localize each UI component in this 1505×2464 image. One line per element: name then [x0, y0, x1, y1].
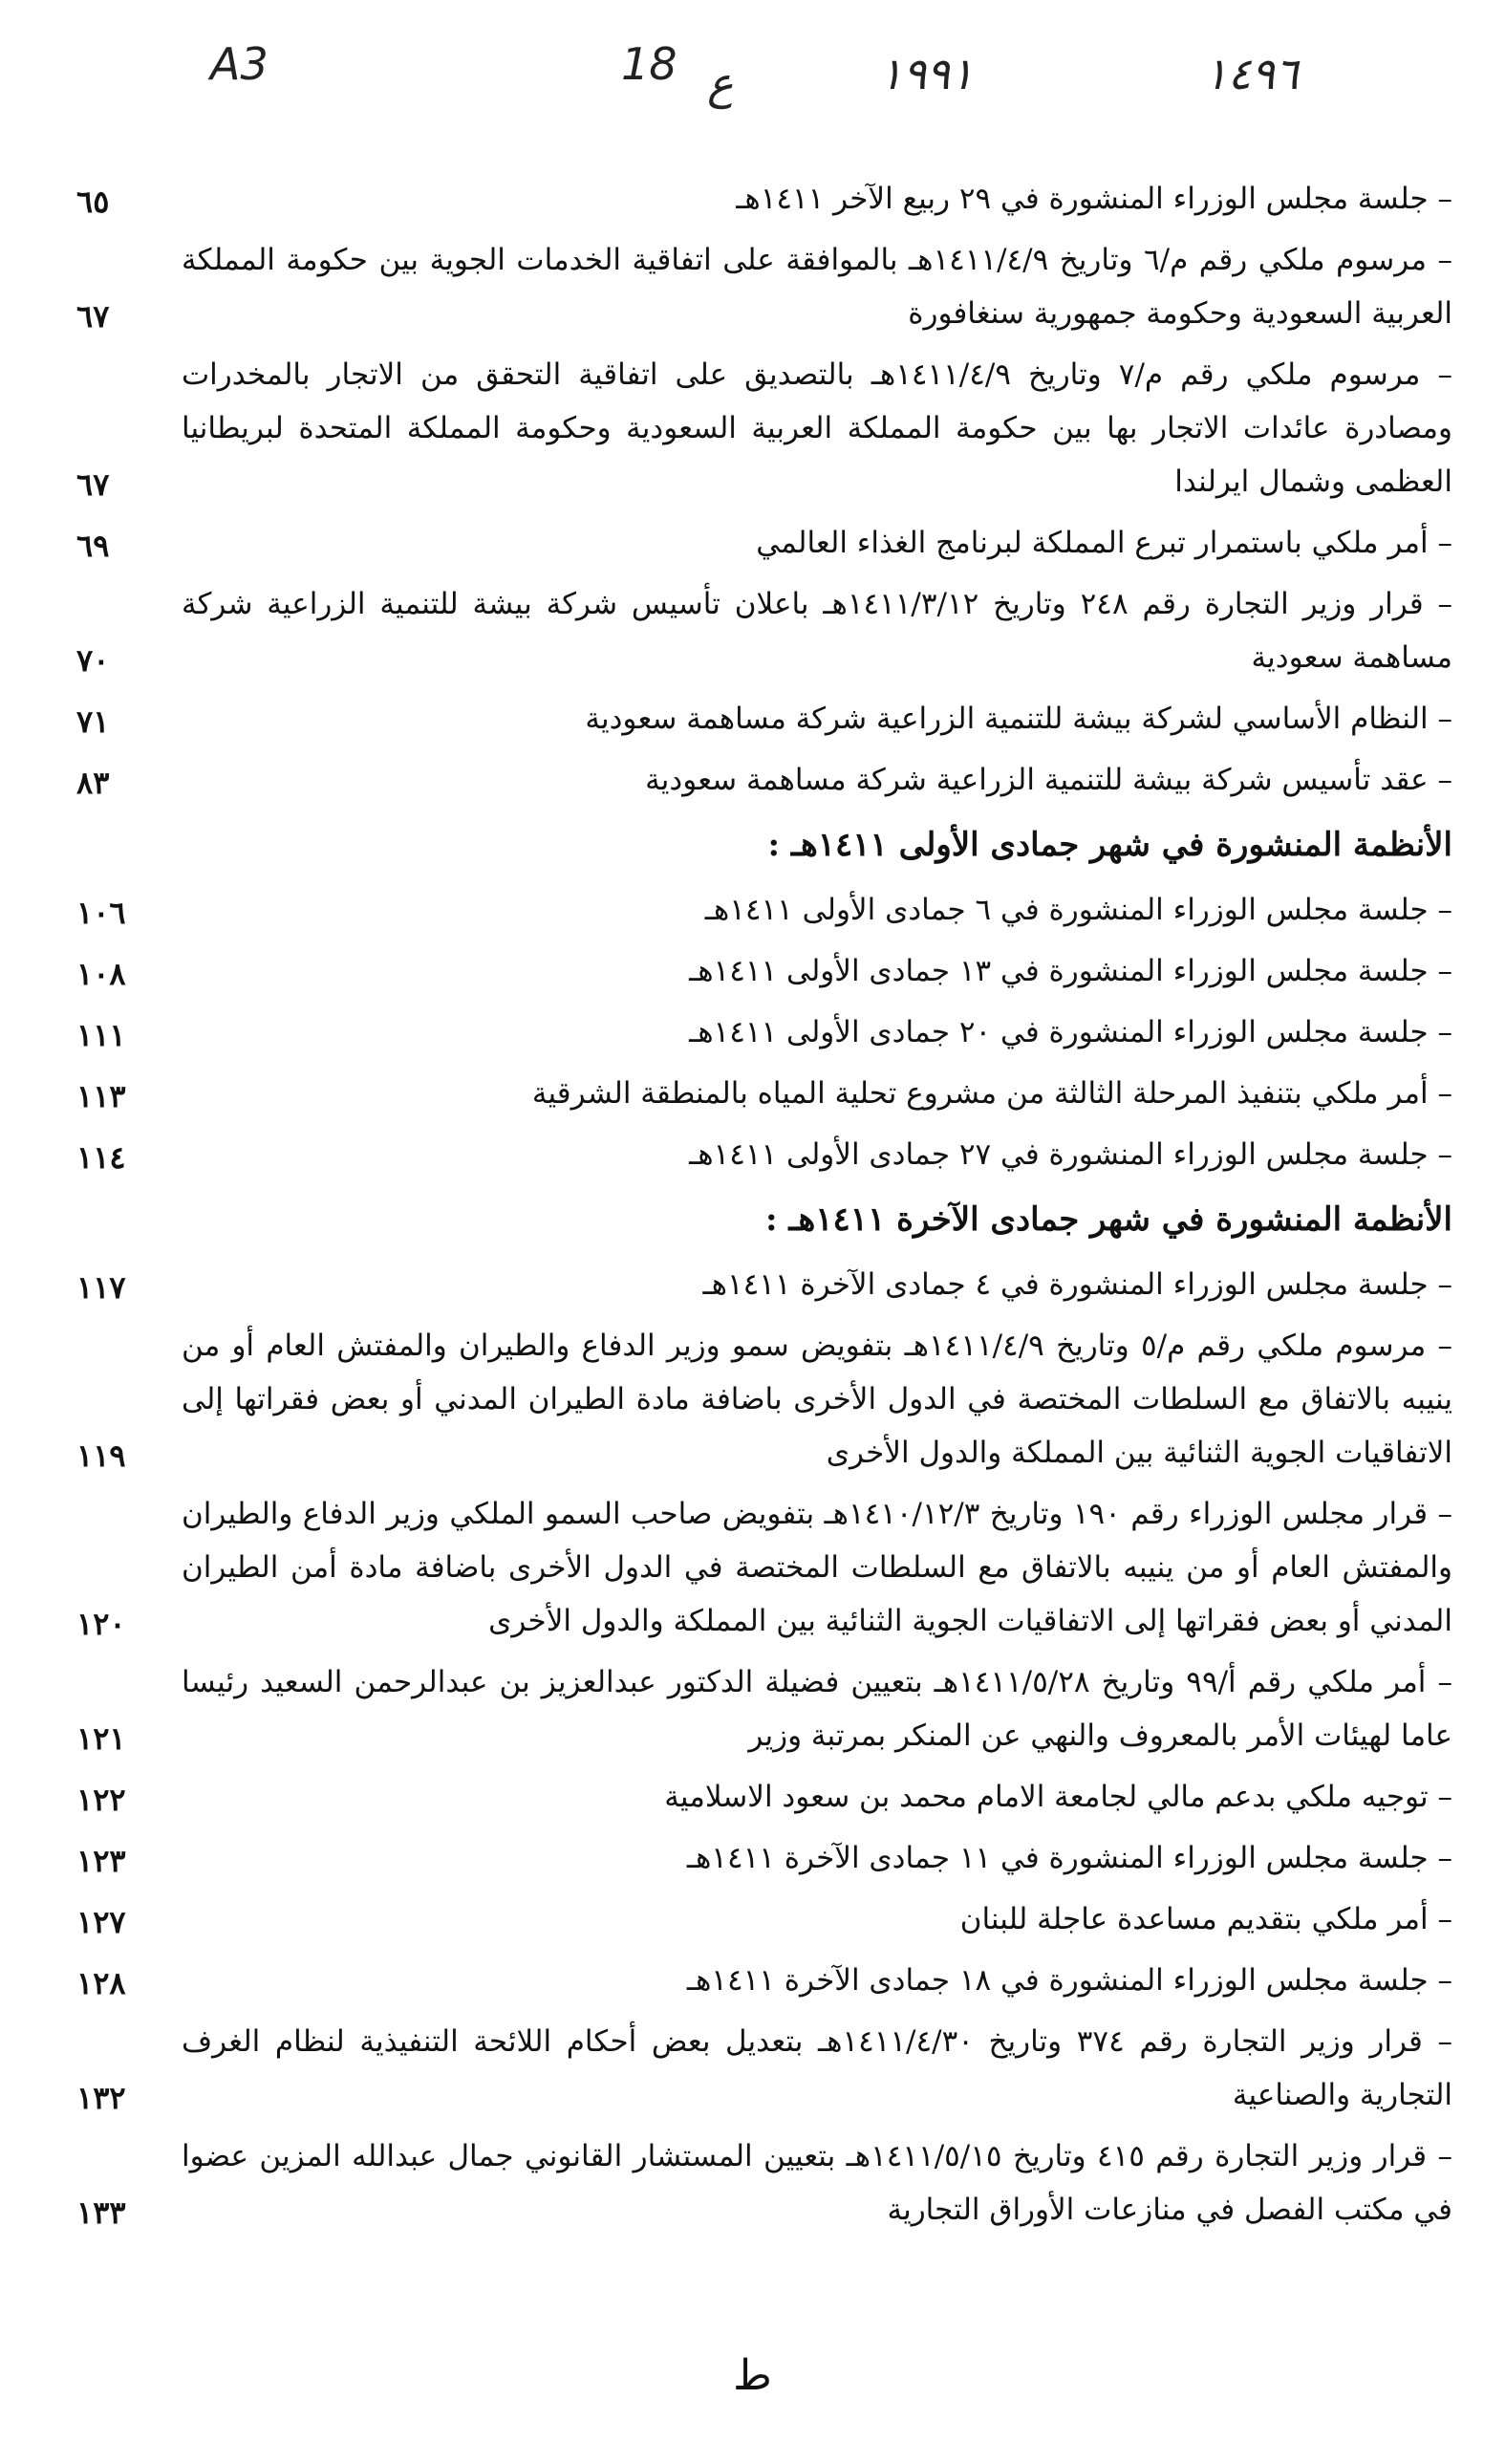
toc-entry: [57, 883, 1452, 937]
toc-page-number: ٦٧: [76, 298, 110, 335]
toc-page-number: ٧١: [76, 703, 110, 740]
toc-entry-text: – قرار وزير التجارة رقم ٤١٥ وتاريخ ١٤١١/٥/١٥هـ بتعيين المستشار القانوني جمال عبدالله المزين عضوا في مكتب الفصل في منازعات الأوراق التجارية: [182, 2139, 1452, 2227]
toc-entry: [57, 1831, 1452, 1885]
toc-entry-text: – جلسة مجلس الوزراء المنشورة في ٦ جمادى الأولى ١٤١١هـ: [704, 893, 1452, 927]
toc-entry: [57, 1258, 1452, 1311]
toc-entry: [57, 233, 1452, 340]
toc-page-number: ٦٧: [76, 466, 110, 503]
toc-entry: [57, 172, 1452, 226]
toc-entry-text: – النظام الأساسي لشركة بيشة للتنمية الزراعية شركة مساهمة سعودية: [585, 702, 1452, 736]
toc-page-number: ٨٣: [76, 765, 110, 801]
toc-page-number: ١١٤: [76, 1139, 126, 1176]
toc-page-number: ١٢٢: [76, 1782, 126, 1818]
toc-entry: [57, 692, 1452, 746]
toc-page-number: ١١٧: [76, 1269, 126, 1306]
toc-page-number: ١٣٢: [76, 2080, 126, 2116]
handwritten-notes: [172, 38, 1414, 134]
toc-entry-text: – جلسة مجلس الوزراء المنشورة في ٤ جمادى الآخرة ١٤١١هـ: [702, 1267, 1452, 1302]
toc-page-number: ١٢١: [76, 1720, 126, 1757]
toc-entry-text: – جلسة مجلس الوزراء المنشورة في ١٨ جمادى الآخرة ١٤١١هـ: [686, 1963, 1452, 1998]
toc-page-number: ١١١: [76, 1017, 126, 1053]
toc-entry: [57, 1005, 1452, 1059]
toc-entry: [57, 1067, 1452, 1120]
toc-entry-text: – مرسوم ملكي رقم م/٥ وتاريخ ١٤١١/٤/٩هـ بتفويض سمو وزير الدفاع والطيران والمفتش العام أو من ينيبه بالاتفاق مع السلطات المختصة في الدول الأخرى باضافة مادة الطيران المدني أو بعض فقراتها إلى الاتفاقيات الجوية الثنائية بين المملكة والدول الأخرى: [182, 1329, 1452, 1470]
toc-page-number: ١٠٦: [76, 895, 126, 931]
handwritten-note: ١٤٩٦: [1204, 48, 1299, 99]
toc-entry-text: – عقد تأسيس شركة بيشة للتنمية الزراعية شركة مساهمة سعودية: [645, 763, 1452, 797]
toc-page-number: ٧٠: [76, 642, 110, 679]
toc-entry-text: – جلسة مجلس الوزراء المنشورة في ١٣ جمادى الأولى ١٤١١هـ: [689, 954, 1452, 988]
toc-entry-text: – قرار وزير التجارة رقم ٣٧٤ وتاريخ ١٤١١/٤/٣٠هـ بتعديل بعض أحكام اللائحة التنفيذية لنظام الغرف التجارية والصناعية: [182, 2024, 1452, 2112]
toc-page-number: ١٢٣: [76, 1843, 126, 1879]
toc-entry-text: – جلسة مجلس الوزراء المنشورة في ١١ جمادى الآخرة ١٤١١هـ: [686, 1841, 1452, 1875]
section-heading: الأنظمة المنشورة في شهر جمادى الأولى ١٤١١هـ :: [767, 826, 1452, 864]
table-of-contents: [57, 172, 1452, 2244]
toc-entry: [57, 2129, 1452, 2237]
toc-entry: [57, 348, 1452, 508]
handwritten-note: A3: [210, 38, 269, 90]
toc-entry-text: – مرسوم ملكي رقم م/٧ وتاريخ ١٤١١/٤/٩هـ بالتصديق على اتفاقية التحقق من الاتجار بالمخدرات ومصادرة عائدات الاتجار بها بين حكومة المملكة العربية السعودية وحكومة المملكة المتحدة لبريطانيا العظمى وشمال ايرلندا: [182, 357, 1452, 499]
toc-entry-text: – أمر ملكي بتنفيذ المرحلة الثالثة من مشروع تحلية المياه بالمنطقة الشرقية: [531, 1076, 1452, 1111]
toc-entry: [57, 1770, 1452, 1824]
toc-page-number: ٦٥: [76, 184, 110, 220]
toc-entry-text: – جلسة مجلس الوزراء المنشورة في ٢٠ جمادى الأولى ١٤١١هـ: [689, 1015, 1452, 1049]
toc-page-number: ١٣٣: [76, 2194, 126, 2231]
toc-entry: [57, 1954, 1452, 2007]
toc-entry: [57, 1128, 1452, 1181]
toc-entry: [57, 577, 1452, 684]
toc-page-number: ١٢٠: [76, 1606, 126, 1642]
toc-entry-text: – أمر ملكي بتقديم مساعدة عاجلة للبنان: [959, 1902, 1452, 1936]
toc-entry: [57, 1487, 1452, 1648]
toc-entry: [57, 516, 1452, 570]
toc-entry-text: – أمر ملكي رقم أ/٩٩ وتاريخ ١٤١١/٥/٢٨هـ بتعيين فضيلة الدكتور عبدالعزيز بن عبدالرحمن السعيد رئيسا عاما لهيئات الأمر بالمعروف والنهي عن المنكر بمرتبة وزير: [182, 1665, 1452, 1753]
toc-page-number: ١١٩: [76, 1437, 126, 1474]
toc-entry: [57, 1655, 1452, 1762]
toc-page-number: ١٢٨: [76, 1965, 126, 2001]
toc-entry: [57, 1319, 1452, 1480]
handwritten-note: 18: [621, 38, 677, 90]
toc-entry-text: – أمر ملكي باستمرار تبرع المملكة لبرنامج الغذاء العالمي: [756, 526, 1452, 560]
toc-entry-text: – جلسة مجلس الوزراء المنشورة في ٢٩ ربيع الآخر ١٤١١هـ: [736, 182, 1452, 216]
toc-page-number: ١٢٧: [76, 1904, 126, 1940]
page-letter: ط: [733, 2351, 772, 2400]
toc-entry-text: – توجيه ملكي بدعم مالي لجامعة الامام محمد بن سعود الاسلامية: [664, 1780, 1452, 1814]
section-heading: الأنظمة المنشورة في شهر جمادى الآخرة ١٤١١هـ :: [765, 1200, 1452, 1239]
toc-page-number: ١١٣: [76, 1078, 126, 1114]
handwritten-note: ١٩٩١: [879, 48, 974, 99]
toc-entry: [57, 1892, 1452, 1946]
toc-entry-text: – مرسوم ملكي رقم م/٦ وتاريخ ١٤١١/٤/٩هـ بالموافقة على اتفاقية الخدمات الجوية بين حكومة المملكة العربية السعودية وحكومة جمهورية سنغافورة: [182, 243, 1452, 331]
toc-entry: [57, 944, 1452, 998]
toc-page-number: ٦٩: [76, 528, 110, 564]
toc-entry-text: – قرار مجلس الوزراء رقم ١٩٠ وتاريخ ١٤١٠/١٢/٣هـ بتفويض صاحب السمو الملكي وزير الدفاع والطيران والمفتش العام أو من ينيبه بالاتفاق مع السلطات المختصة في الدول الأخرى باضافة مادة أمن الطيران المدني أو بعض فقراتها إلى الاتفاقيات الجوية الثنائية بين المملكة والدول الأخرى: [182, 1497, 1452, 1638]
toc-page-number: ١٠٨: [76, 956, 126, 992]
toc-entry-text: – قرار وزير التجارة رقم ٢٤٨ وتاريخ ١٤١١/٣/١٢هـ باعلان تأسيس شركة بيشة للتنمية الزراعية شركة مساهمة سعودية: [182, 587, 1453, 675]
toc-entry: [57, 2015, 1452, 2122]
toc-entry-text: – جلسة مجلس الوزراء المنشورة في ٢٧ جمادى الأولى ١٤١١هـ: [689, 1137, 1452, 1172]
handwritten-note: ع: [707, 57, 734, 109]
toc-entry: [57, 753, 1452, 807]
